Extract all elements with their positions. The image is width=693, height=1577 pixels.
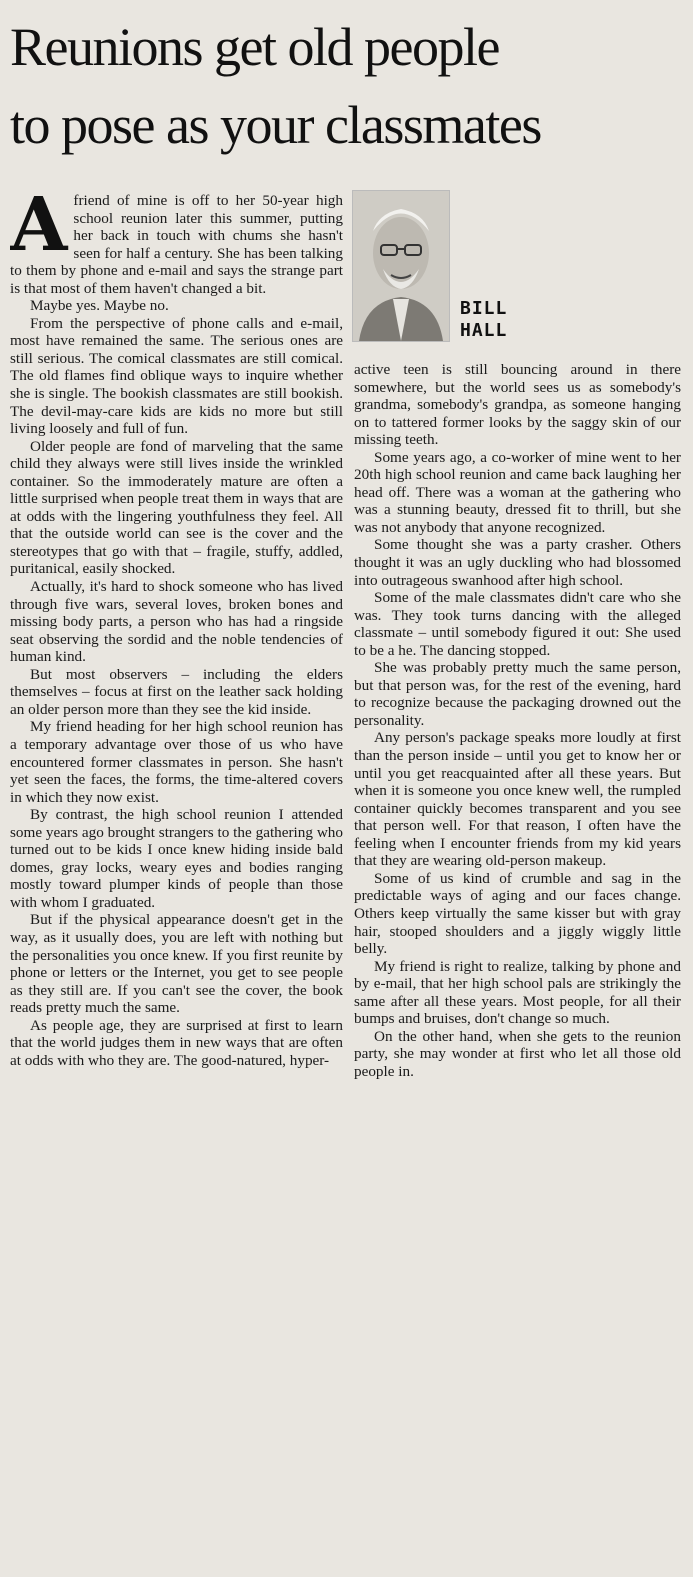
paragraph: As people age, they are surprised at first to learn that the world judges them in new ways that are often at odds with who they are. The good-natured, hyper- xyxy=(10,1016,343,1069)
byline xyxy=(460,298,507,342)
headline xyxy=(10,8,680,164)
paragraph: My friend is right to realize, talking by phone and by e-mail, that her high school pals are strikingly the same after all these years. Most people, for all their bumps and bruises, don't change so much. xyxy=(354,957,681,1028)
paragraph: Some of us kind of crumble and sag in the predictable ways of aging and our faces change. Others keep virtually the same kisser but with gray hair, stooped shoulders and a jiggly wiggly little belly. xyxy=(354,869,681,958)
paragraph: Maybe yes. Maybe no. xyxy=(30,297,169,315)
author-photo xyxy=(352,190,450,342)
column-2 xyxy=(354,361,681,1481)
drop-cap: A xyxy=(10,192,68,268)
paragraph: But most observers – including the elders themselves – focus at first on the leather sack holding an older person more than they see the kid inside. xyxy=(10,665,343,718)
headline-line-1: Reunions get old people xyxy=(10,17,499,77)
paragraph: Older people are fond of marveling that the same child they always were still lives inside the wrinkled container. So the immoderately mature are often a little surprised when people treat them in ways that are at odds with the lingering youthfulness they feel. All that the outside world can see is the cover and the stereotypes that go with that – fragile, stuffy, addled, puritanical, easily shocked. xyxy=(10,437,343,578)
paragraph: Actually, it's hard to shock someone who has lived through five wars, several loves, broken bones and missing body parts, a person who has had a ringside seat observing the sordid and the noble tendencies of human kind. xyxy=(10,578,343,666)
byline-last-name: HALL xyxy=(460,320,508,341)
paragraph: From the perspective of phone calls and e-mail, most have remained the same. The serious ones are still serious. The comical classmates are still comical. The old flames find oblique ways to inquire whether she is single. The bookish classmates are still bookish. The devil-may-care kids are kids no more but still living loosely and full of fun. xyxy=(10,314,343,438)
paragraph: Any person's package speaks more loudly at first than the person inside – until you get to know her or until you get reacquainted after all these years. But when it is someone you once knew well, the rumpled container quickly becomes transparent and you see that person well. For that reason, I often have the feeling when I encounter friends from my kid years that they are wearing old-person makeup. xyxy=(354,729,681,870)
column-1 xyxy=(10,192,343,1572)
byline-first-name: BILL xyxy=(460,298,508,319)
paragraph-text: friend of mine is off to her 50-year high school reunion later this summer, putting her back in touch with chums she hasn't seen for half a century. She has been talking to them by phone and e-mail and says the strange part is that most of them haven't changed a bit. xyxy=(10,192,343,297)
paragraph: Some thought she was a party crasher. Others thought it was an ugly duckling who had blossomed into outrageous swanhood after high school. xyxy=(354,536,681,589)
author-portrait-icon xyxy=(353,191,449,341)
headline-line-2: to pose as your classmates xyxy=(10,95,541,155)
paragraph: Some of the male classmates didn't care who she was. They took turns dancing with the alleged classmate – until somebody figured it out: She used to be a he. The dancing stopped. xyxy=(354,589,681,659)
paragraph: She was probably pretty much the same person, but that person was, for the rest of the evening, hard to recognize because the packaging drowned out the personality. xyxy=(354,659,681,729)
paragraph: My friend heading for her high school reunion has a temporary advantage over those of us who have encountered former classmates in person. She hasn't yet seen the faces, the forms, the time-altered covers in which they now exist. xyxy=(10,718,343,806)
paragraph: By contrast, the high school reunion I attended some years ago brought strangers to the gathering who turned out to be kids I once knew hiding inside bald domes, gray locks, weary eyes and bodies ranging mostly toward plumper kinds of people than those with whom I graduated. xyxy=(10,806,343,911)
paragraph xyxy=(10,192,343,297)
paragraph: active teen is still bouncing around in there somewhere, but the world sees us as somebody's grandma, somebody's grandpa, as someone hanging on to tattered former looks by the saggy skin of our missing teeth. xyxy=(354,361,681,449)
paragraph: On the other hand, when she gets to the reunion party, she may wonder at first who let all those old people in. xyxy=(354,1027,681,1080)
paragraph: Some years ago, a co-worker of mine went to her 20th high school reunion and came back laughing her head off. There was a woman at the gathering who was a stunning beauty, dressed fit to thrill, but she was not anybody that anyone recognized. xyxy=(354,448,681,536)
paragraph: But if the physical appearance doesn't get in the way, as it usually does, you are left with nothing but the personalities you once knew. If you first reunite by phone or letters or the Internet, you get to see people as they still are. If you can't see the cover, the book reads pretty much the same. xyxy=(10,911,343,1017)
